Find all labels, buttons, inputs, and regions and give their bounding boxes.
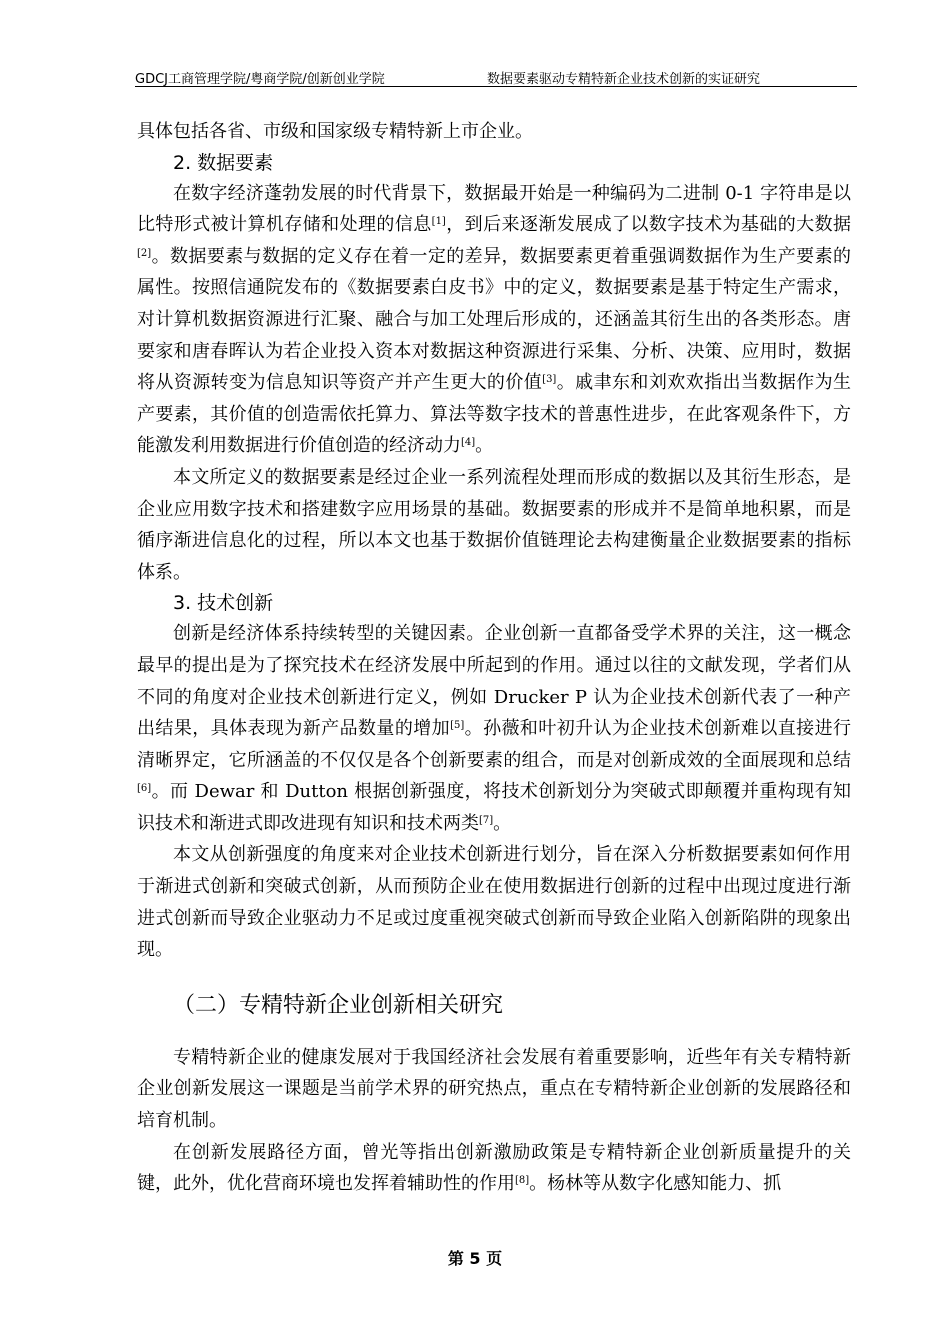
citation-ref: [5]: [450, 720, 465, 732]
paragraph: [137, 178, 851, 462]
text-run: 。: [493, 812, 512, 834]
citation-ref: [6]: [137, 783, 152, 795]
paragraph: [137, 839, 851, 965]
text-run: 本文从创新强度的角度来对企业技术创新进行划分，旨在深入分析数据要素如何作用于渐进式创新和突破式创新，从而预防企业在使用数据进行创新的过程中出现过度进行渐进式创新而导致企业驱动力不足或过度重视突破式创新而导致企业陷入创新陷阱的现象出现。: [137, 844, 851, 961]
citation-ref: [2]: [137, 247, 152, 259]
page-number: 第 5 页: [447, 1249, 503, 1268]
citation-ref: [7]: [479, 814, 494, 826]
page-body: [137, 116, 851, 1200]
text-run: 。: [475, 435, 494, 457]
section-heading: （二）专精特新企业创新相关研究: [173, 992, 504, 1018]
header-institution: GDCJ工商管理学院/粤商学院/创新创业学院: [135, 72, 385, 87]
paragraph: [137, 462, 851, 588]
citation-ref: [8]: [515, 1175, 530, 1187]
text-run: 创新是经济体系持续转型的关键因素。企业创新一直都备受学术界的关注，这一概念最早的提出是为了探究技术在经济发展中所起到的作用。通过以往的文献发现，学者们从不同的角度对企业技术创新进行定义，例如 Drucker P 认为企业技术创新代表了一种产出结果，具体表现为新产品数量的增加: [137, 623, 851, 740]
text-run: 专精特新企业的健康发展对于我国经济社会发展有着重要影响，近些年有关专精特新企业创新发展这一课题是当前学术界的研究热点，重点在专精特新企业创新的发展路径和培育机制。: [137, 1046, 851, 1132]
text-run: 。戚聿东和刘欢欢指出当数据作为生产要素，其价值的创造需依托算力、算法等数字技术的普惠性进步，在此客观条件下，方能激发利用数据进行价值创造的经济动力: [137, 372, 852, 457]
text-run: 具体包括各省、市级和国家级专精特新上市企业。: [137, 121, 533, 142]
text-run: 在创新发展路径方面，曾光等指出创新激励政策是专精特新企业创新质量提升的关键，此外，优化营商环境也发挥着辅助性的作用: [137, 1141, 851, 1195]
text-run: 。数据要素与数据的定义存在着一定的差异，数据要素更着重强调数据作为生产要素的属性。按照信通院发布的《数据要素白皮书》中的定义，数据要素是基于特定生产需求，对计算机数据资源进行汇聚、融合与加工处理后形成的，还涵盖其衍生出的各类形态。唐要家和唐春晖认为若企业投入资本对数据这种资源进行采集、分析、决策、应用时，数据将从资源转变为信息知识等资产并产生更大的价值: [137, 245, 851, 394]
text-run: 本文所定义的数据要素是经过企业一系列流程处理而形成的数据以及其衍生形态，是企业应用数字技术和搭建数字应用场景的基础。数据要素的形成并不是简单地积累，而是循序渐进信息化的过程，所以本文也基于数据价值链理论去构建衡量企业数据要素的指标体系。: [137, 466, 851, 583]
citation-ref: [1]: [431, 216, 446, 228]
text-run: 。杨林等从数字化感知能力、抓: [529, 1173, 782, 1195]
text-run: 。孙薇和叶初升认为企业技术创新难以直接进行清晰界定，它所涵盖的不仅仅是各个创新要素的组合，而是对创新成效的全面展现和总结: [137, 718, 852, 771]
text-run: 。而 Dewar 和 Dutton 根据创新强度，将技术创新划分为突破式即颠覆并重构现有知识技术和渐进式即改进现有知识和技术两类: [137, 781, 851, 834]
paragraph: [137, 1137, 851, 1200]
header-paper-title: 数据要素驱动专精特新企业技术创新的实证研究: [487, 72, 761, 87]
running-header: [135, 68, 857, 87]
paragraph: [137, 116, 851, 148]
subsection-heading: 2. 数据要素: [173, 151, 274, 174]
paragraph: [137, 1042, 851, 1137]
citation-ref: [4]: [461, 437, 476, 449]
citation-ref: [3]: [542, 374, 557, 386]
subsection-heading: 3. 技术创新: [173, 592, 274, 615]
paragraph: [137, 618, 851, 839]
text-run: ，到后来逐渐发展成了以数字技术为基础的大数据: [445, 214, 852, 236]
text-run: 在数字经济蓬勃发展的时代背景下，数据最开始是一种编码为二进制 0-1 字符串是以比特形式被计算机存储和处理的信息: [137, 182, 851, 236]
